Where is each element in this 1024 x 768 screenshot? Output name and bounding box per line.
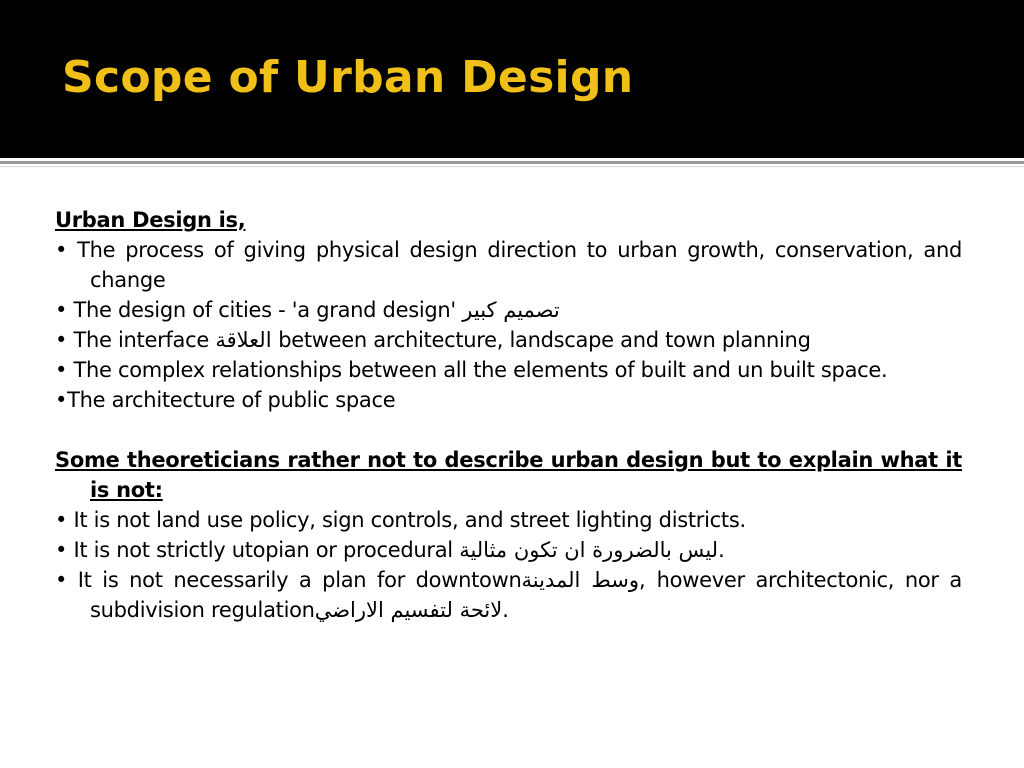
slide-title: Scope of Urban Design <box>62 52 634 103</box>
bullet-item: • It is not strictly utopian or procedural ليس بالضرورة ان تكون مثالية. <box>55 538 725 562</box>
bullet-item: •The architecture of public space <box>55 388 396 412</box>
bullet-item: • It is not necessarily a plan for downtownوسط المدينة, however architectonic, nor a subdivision regulationلائحة لتفسيم الاراضي. <box>55 568 963 622</box>
bullet-item: • The design of cities - 'a grand design' تصميم كبير <box>55 298 560 322</box>
bullet-item: • The process of giving physical design direction to urban growth, conservation, and change <box>55 238 962 292</box>
title-divider <box>0 161 1024 164</box>
paragraph-spacer <box>55 415 962 445</box>
bullet-item: • The complex relationships between all the elements of built and un built space. <box>55 358 888 382</box>
negation-heading: Some theoreticians rather not to describe urban design but to explain what it is not: <box>55 448 962 502</box>
title-divider-thin <box>0 166 1024 167</box>
title-band <box>0 0 1024 158</box>
bullet-item: • It is not land use policy, sign controls, and street lighting districts. <box>55 508 746 532</box>
definition-heading: Urban Design is, <box>55 208 246 232</box>
slide-body <box>55 205 962 625</box>
bullet-item: • The interface العلاقة between architecture, landscape and town planning <box>55 328 811 352</box>
